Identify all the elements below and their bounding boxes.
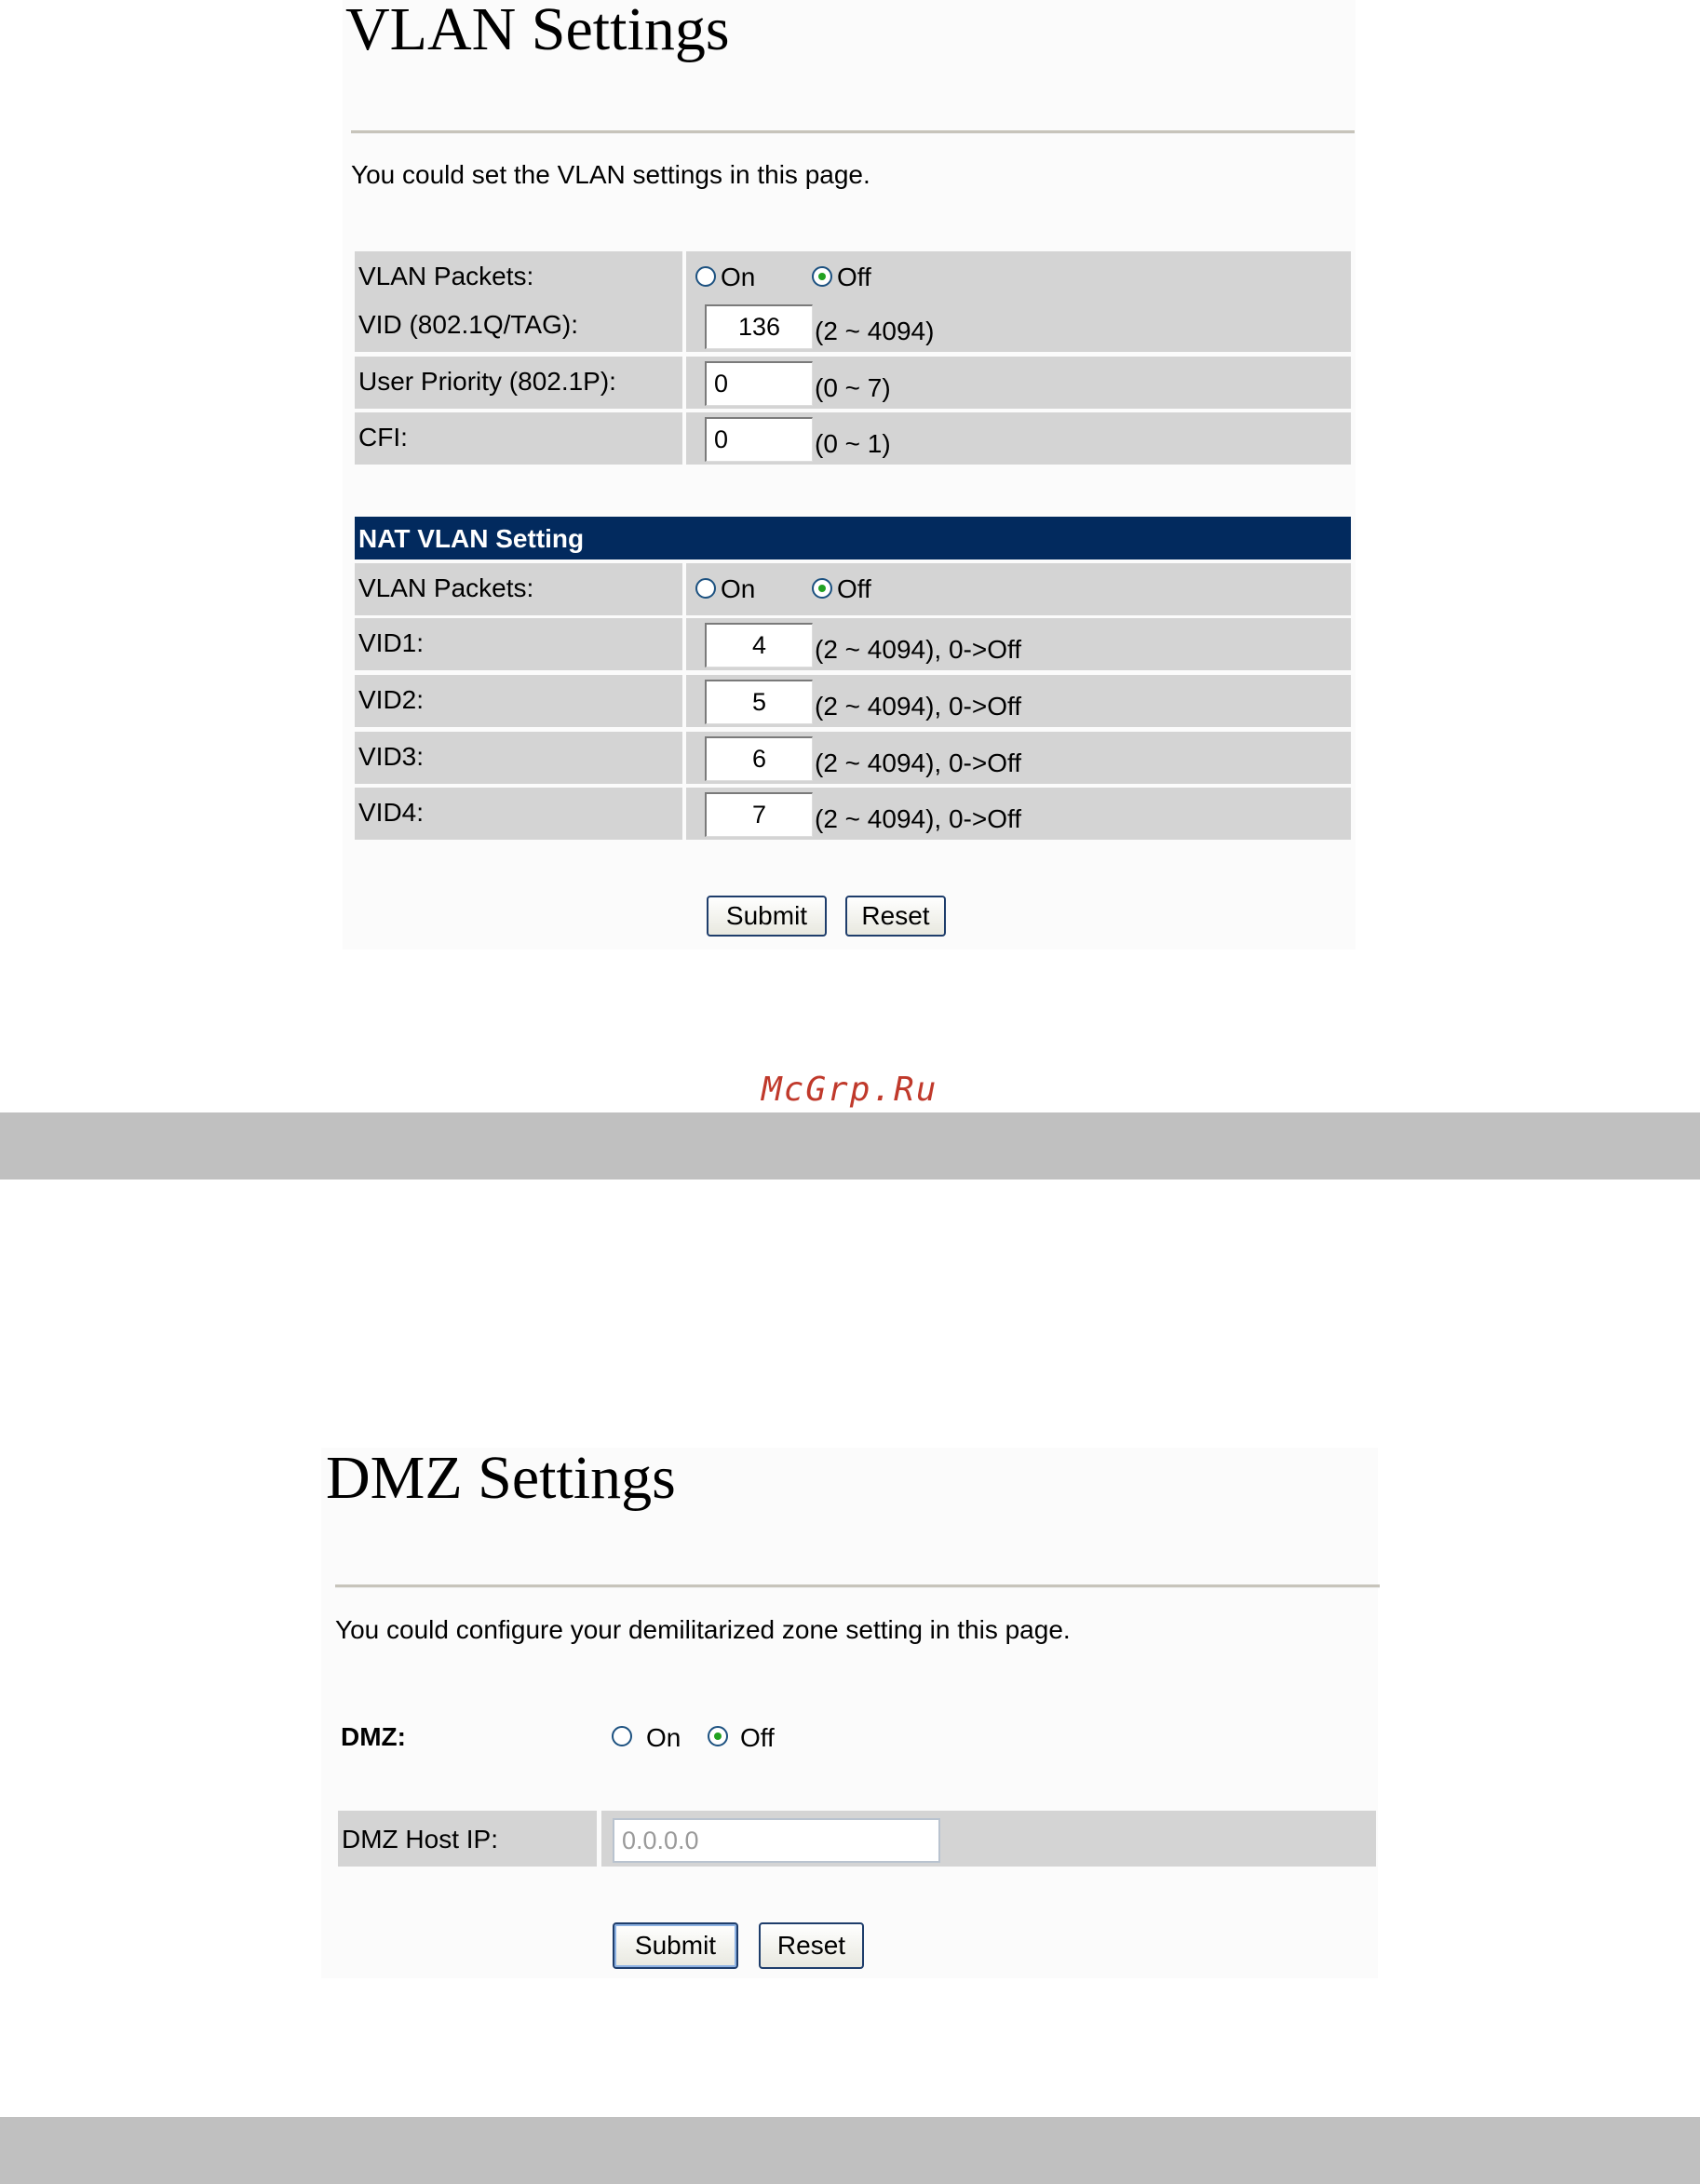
nat-vlan-packets-off-radio[interactable] bbox=[812, 578, 832, 599]
user-priority-label: User Priority (802.1P): bbox=[358, 367, 616, 396]
vid3-range-hint: (2 ~ 4094), 0->Off bbox=[815, 748, 1022, 777]
vlan-page-description: You could set the VLAN settings in this page. bbox=[351, 160, 870, 189]
cfi-input[interactable]: 0 bbox=[705, 417, 813, 462]
cfi-range-hint: (0 ~ 1) bbox=[815, 429, 891, 458]
page-bottom-band bbox=[0, 2117, 1700, 2184]
nat-vlan-section-title: NAT VLAN Setting bbox=[358, 524, 585, 553]
vlan-reset-button[interactable]: Reset bbox=[845, 896, 946, 937]
dmz-settings-panel bbox=[321, 1448, 1378, 1978]
cfi-row bbox=[355, 412, 1351, 465]
vid4-range-hint: (2 ~ 4094), 0->Off bbox=[815, 804, 1022, 833]
dmz-page-description: You could configure your demilitarized zone setting in this page. bbox=[335, 1615, 1071, 1644]
vid4-row bbox=[355, 788, 1351, 840]
vlan-packets-off-label[interactable]: Off bbox=[837, 263, 871, 291]
vid-label: VID (802.1Q/TAG): bbox=[358, 310, 578, 339]
page-separator-band bbox=[0, 1112, 1700, 1180]
nat-vlan-packets-label: VLAN Packets: bbox=[358, 573, 534, 602]
vid2-range-hint: (2 ~ 4094), 0->Off bbox=[815, 692, 1022, 721]
vid3-label: VID3: bbox=[358, 742, 425, 771]
dmz-host-ip-input[interactable]: 0.0.0.0 bbox=[613, 1818, 940, 1863]
cfi-label: CFI: bbox=[358, 423, 408, 452]
vlan-packets-on-radio[interactable] bbox=[695, 266, 716, 287]
vid1-range-hint: (2 ~ 4094), 0->Off bbox=[815, 635, 1022, 664]
dmz-toggle-label: DMZ: bbox=[341, 1722, 406, 1751]
vid-range-hint: (2 ~ 4094) bbox=[815, 317, 935, 345]
vlan-packets-on-label[interactable]: On bbox=[721, 263, 756, 291]
vid3-row bbox=[355, 732, 1351, 784]
vid2-label: VID2: bbox=[358, 685, 425, 714]
vlan-packets-off-radio[interactable] bbox=[812, 266, 832, 287]
vlan-page-title: VLAN Settings bbox=[345, 0, 730, 63]
dmz-title-divider bbox=[335, 1584, 1380, 1588]
vid2-input[interactable]: 5 bbox=[705, 680, 813, 724]
dmz-host-ip-row bbox=[338, 1811, 1376, 1867]
user-priority-row bbox=[355, 357, 1351, 409]
dmz-off-label[interactable]: Off bbox=[740, 1723, 775, 1752]
dmz-on-label[interactable]: On bbox=[646, 1723, 681, 1752]
nat-vlan-packets-off-label[interactable]: Off bbox=[837, 574, 871, 603]
vlan-submit-button[interactable]: Submit bbox=[707, 896, 827, 937]
vid4-input[interactable]: 7 bbox=[705, 792, 813, 837]
nat-vlan-packets-on-radio[interactable] bbox=[695, 578, 716, 599]
nat-vlan-section-header bbox=[355, 517, 1351, 559]
nat-vlan-packets-on-label[interactable]: On bbox=[721, 574, 756, 603]
dmz-host-ip-label: DMZ Host IP: bbox=[342, 1825, 499, 1854]
dmz-on-radio[interactable] bbox=[612, 1726, 632, 1746]
user-priority-range-hint: (0 ~ 7) bbox=[815, 373, 891, 402]
nat-vlan-packets-row bbox=[355, 563, 1351, 615]
watermark-text: McGrp.Ru bbox=[762, 1071, 938, 1109]
vid1-label: VID1: bbox=[358, 628, 425, 657]
dmz-reset-button[interactable]: Reset bbox=[759, 1922, 864, 1969]
vid3-input[interactable]: 6 bbox=[705, 736, 813, 781]
vlan-title-divider bbox=[351, 130, 1355, 134]
dmz-off-radio[interactable] bbox=[708, 1726, 728, 1746]
user-priority-input[interactable]: 0 bbox=[705, 361, 813, 406]
vlan-packets-row bbox=[355, 251, 1351, 303]
dmz-page-title: DMZ Settings bbox=[326, 1444, 676, 1512]
vid1-row bbox=[355, 618, 1351, 670]
vid-input[interactable]: 136 bbox=[705, 304, 813, 349]
vid2-row bbox=[355, 675, 1351, 727]
vid1-input[interactable]: 4 bbox=[705, 623, 813, 667]
vid4-label: VID4: bbox=[358, 798, 425, 827]
vid-row bbox=[355, 300, 1351, 352]
dmz-submit-button[interactable]: Submit bbox=[613, 1922, 738, 1969]
vlan-packets-label: VLAN Packets: bbox=[358, 262, 534, 290]
